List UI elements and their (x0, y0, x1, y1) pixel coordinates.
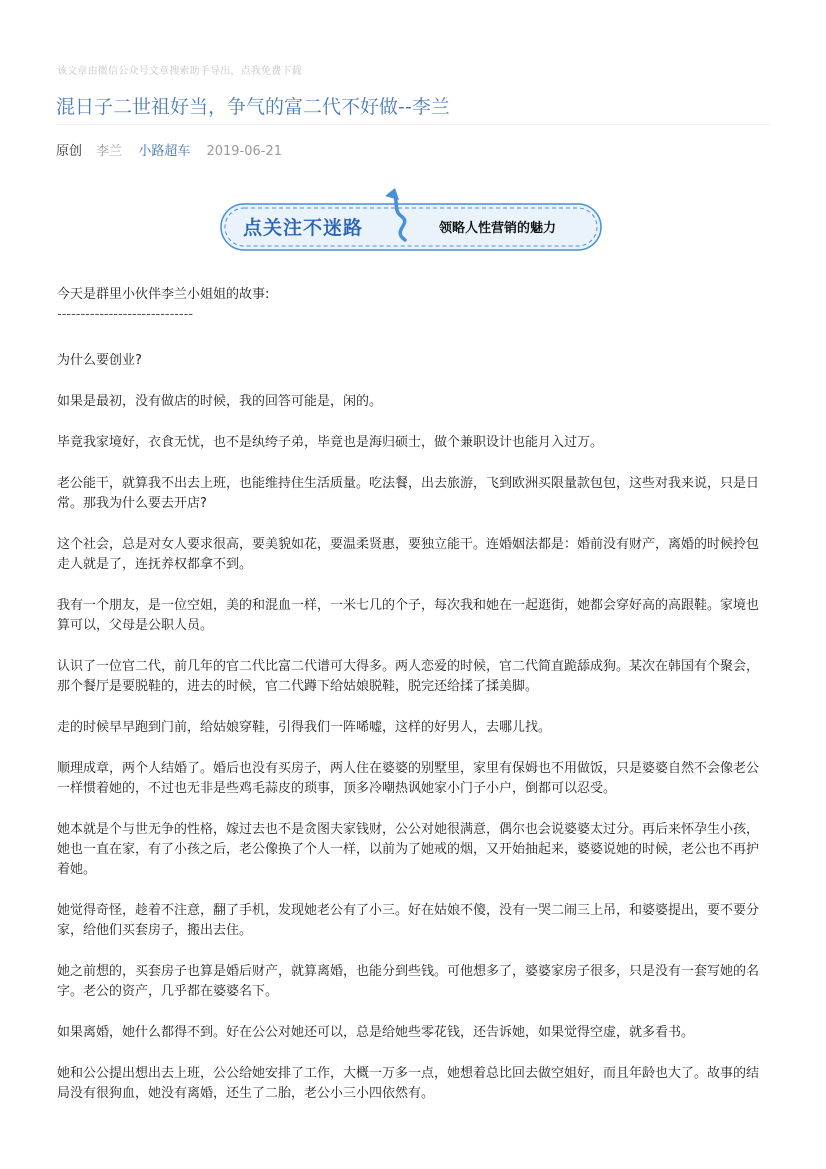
arrow-up-icon (385, 188, 399, 200)
author-name: 李兰 (96, 144, 123, 159)
paragraph: 认识了一位官二代，前几年的官二代比富二代谱可大得多。两人恋爱的时候，官二代简直跪舔成狗。某次在韩国有个聚会，那个餐厅是要脱鞋的，进去的时候，官二代蹲下给姑娘脱鞋，脱完还给揉了揉美脚。 (57, 659, 760, 694)
paragraph: 她觉得奇怪，趁着不注意，翻了手机，发现她老公有了小三。好在姑娘不傻，没有一哭二闹三上吊，和婆婆提出，要不要分家，给他们买套房子，搬出去住。 (57, 903, 760, 938)
article-title: 混日子二世祖好当，争气的富二代不好做--李兰 (56, 96, 450, 118)
original-label: 原创 (56, 144, 83, 159)
paragraph: 毕竟我家境好，衣食无忧，也不是纨绔子弟，毕竟也是海归硕士，做个兼职设计也能月入过万。 (57, 435, 604, 450)
export-notice[interactable]: 该文章由微信公众号文章搜索助手导出，点我免费下载 (57, 66, 302, 77)
separator-line: ----------------------------- (57, 307, 194, 322)
account-link[interactable]: 小路超车 (138, 144, 191, 159)
article-meta (56, 140, 282, 159)
paragraph: 我有一个朋友，是一位空姐，美的和混血一样，一米七几的个子，每次我和她在一起逛街，她都会穿好高的高跟鞋。家境也算可以，父母是公职人员。 (57, 598, 760, 633)
paragraph: 顺理成章，两个人结婚了。婚后也没有买房子，两人住在婆婆的别墅里，家里有保姆也不用做饭，只是婆婆自然不会像老公一样惯着她的，不过也无非是些鸡毛蒜皮的琐事，顶多冷嘲热讽她家小门子小户，倒都可以忍受。 (57, 761, 760, 796)
follow-banner (219, 186, 603, 252)
banner-slogan: 领略人性营销的魅力 (439, 221, 557, 236)
banner-follow-text: 点关注不迷路 (243, 217, 364, 239)
paragraph: 走的时候早早跑到门前，给姑娘穿鞋，引得我们一阵唏嘘，这样的好男人，去哪儿找。 (57, 720, 552, 735)
article-intro: 今天是群里小伙伴李兰小姐姐的故事: (57, 287, 270, 302)
paragraph: 这个社会，总是对女人要求很高，要美貌如花，要温柔贤惠，要独立能干。连婚姻法都是：婚前没有财产，离婚的时候拎包走人就是了，连抚养权都拿不到。 (57, 537, 760, 572)
paragraph: 如果离婚，她什么都得不到。好在公公对她还可以，总是给她些零花钱，还告诉她，如果觉得空虚，就多看书。 (57, 1025, 695, 1040)
paragraph: 她和公公提出想出去上班，公公给她安排了工作，大概一万多一点，她想着总比回去做空姐好，而且年龄也大了。故事的结局没有很狗血，她没有离婚，还生了二胎，老公小三小四依然有。 (57, 1066, 760, 1101)
paragraph: 她之前想的，买套房子也算是婚后财产，就算离婚，也能分到些钱。可他想多了，婆婆家房子很多，只是没有一套写她的名字。老公的资产，几乎都在婆婆名下。 (57, 964, 760, 999)
publish-date: 2019-06-21 (206, 144, 283, 159)
title-divider (56, 124, 770, 125)
paragraph: 老公能干，就算我不出去上班，也能维持住生活质量。吃法餐，出去旅游，飞到欧洲买限量款包包，这些对我来说，只是日常。那我为什么要去开店? (57, 476, 760, 511)
paragraph: 她本就是个与世无争的性格，嫁过去也不是贪图夫家钱财，公公对她很满意，偶尔也会说婆婆太过分。再后来怀孕生小孩，她也一直在家，有了小孩之后，老公像换了个人一样，以前为了她戒的烟，又开始抽起来，婆婆说她的时候，老公也不再护着她。 (57, 822, 760, 877)
article-body (57, 285, 769, 1125)
paragraph: 如果是最初，没有做店的时候，我的回答可能是，闲的。 (57, 394, 383, 409)
paragraph: 为什么要创业? (57, 353, 142, 368)
